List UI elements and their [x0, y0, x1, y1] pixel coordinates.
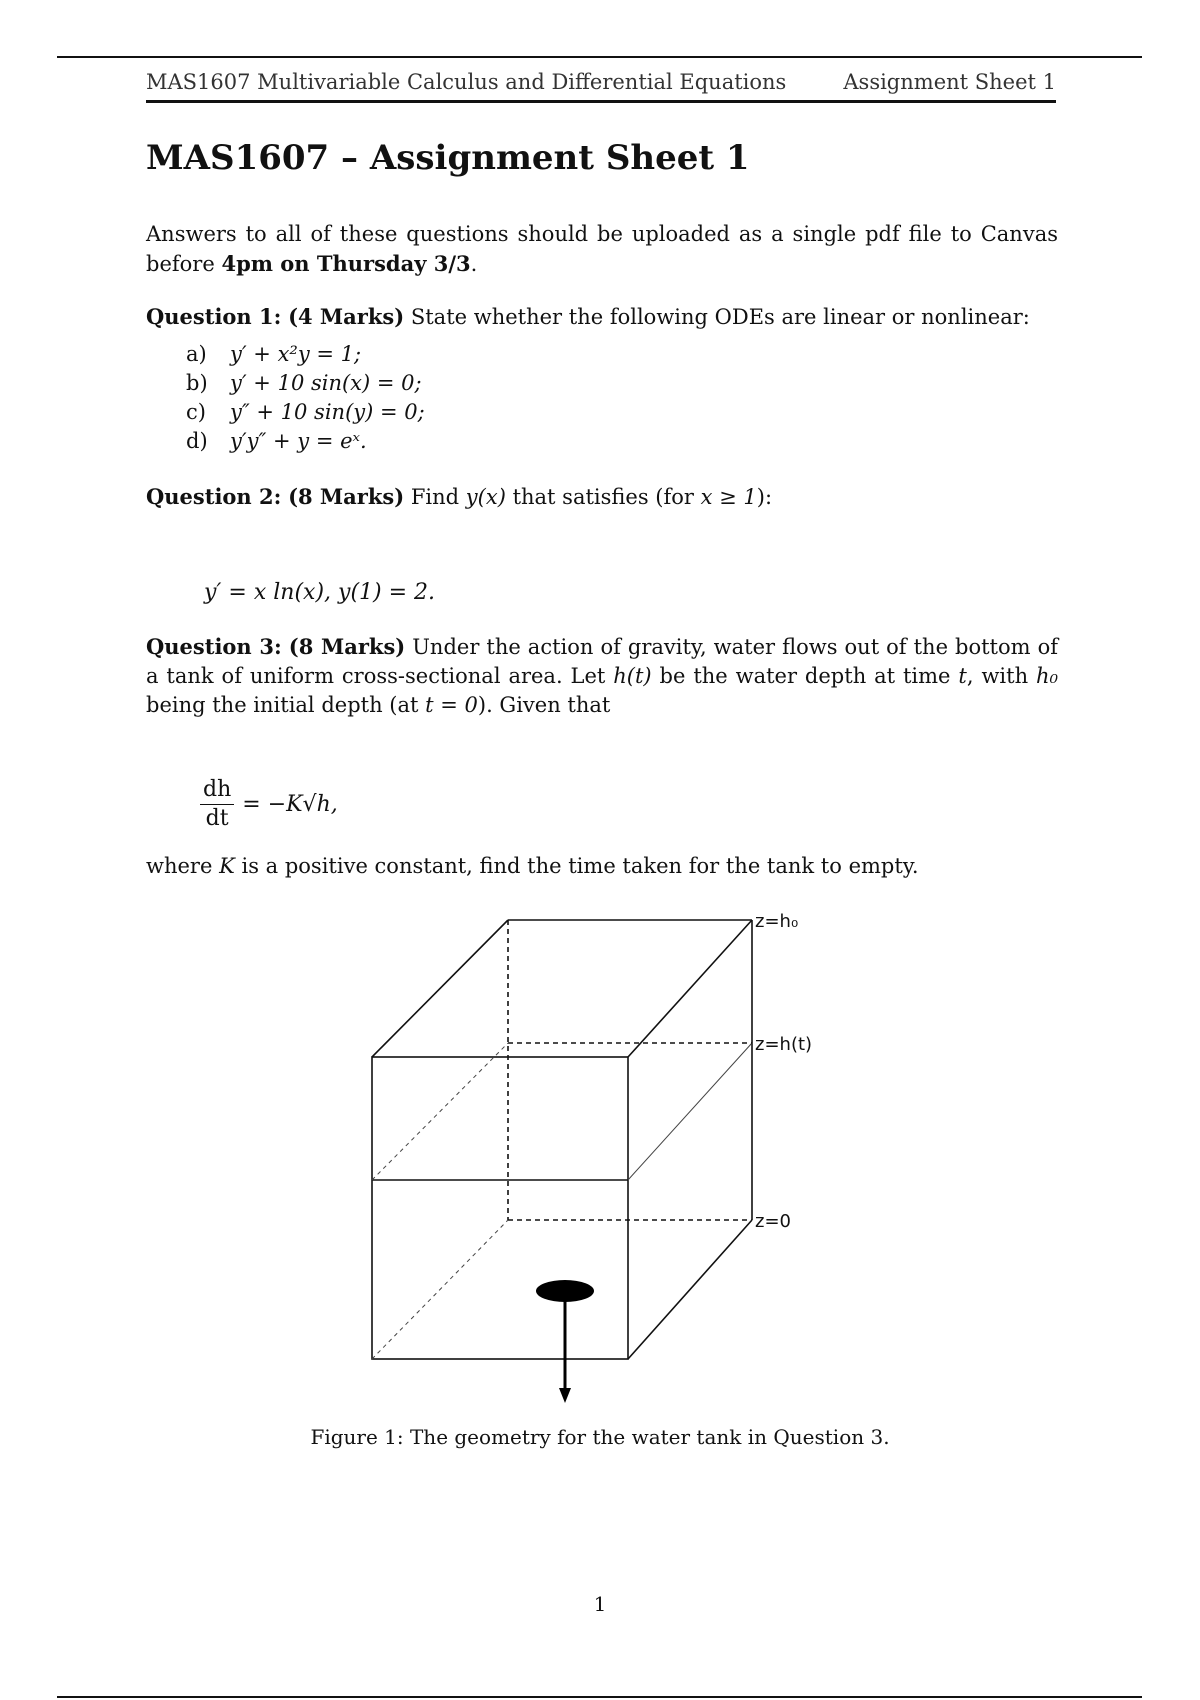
list-item	[186, 427, 425, 456]
q3-t: t	[958, 664, 967, 688]
tank-bottom-right-edge	[628, 1220, 752, 1359]
tank-front-face	[372, 1057, 628, 1359]
q2-condition: x ≥ 1	[700, 485, 757, 509]
question-1	[146, 302, 1058, 332]
q3-equation	[200, 776, 338, 833]
header-sheet-label: Assignment Sheet 1	[843, 70, 1056, 94]
fraction-numerator: dh	[200, 776, 234, 805]
q3-text-c: , with	[966, 664, 1029, 688]
q3-after-b: is a positive constant, find the time taken for the tank to empty.	[241, 854, 919, 878]
question-3	[146, 632, 1058, 720]
q2-text-before: Find	[410, 485, 460, 509]
bottom-rule	[57, 1696, 1142, 1698]
hidden-water-left-edge	[372, 1043, 508, 1180]
q3-text-d: being the initial depth (at	[146, 693, 419, 717]
q3-marks: (8 Marks)	[288, 634, 406, 659]
flow-arrow-head-icon	[559, 1388, 571, 1403]
q3-h-t: h(t)	[613, 664, 652, 688]
q2-marks: (8 Marks)	[288, 484, 405, 509]
ode-equation: y′ + 10 sin(x) = 0;	[230, 371, 422, 395]
list-item	[186, 340, 425, 369]
ode-equation: y′ + x²y = 1;	[230, 342, 362, 366]
tank-diagram	[360, 900, 840, 1410]
q2-func: y(x)	[465, 485, 506, 509]
q2-text-mid: that satisfies (for	[512, 485, 694, 509]
header-course-title: MAS1607 Multivariable Calculus and Differential Equations	[146, 70, 787, 94]
intro-end: .	[470, 252, 478, 276]
intro-text: Answers to all of these questions should be uploaded as a single pdf file to Canvas before	[146, 222, 1058, 276]
q3-after-text	[146, 852, 1058, 881]
label-z-0: z=0	[755, 1211, 791, 1232]
ode-label: a)	[186, 342, 207, 366]
label-z-ht: z=h(t)	[755, 1034, 813, 1055]
list-item	[186, 369, 425, 398]
water-level-right-edge	[628, 1043, 752, 1180]
q3-label: Question 3:	[146, 634, 282, 659]
page-title: MAS1607 – Assignment Sheet 1	[146, 138, 750, 178]
figure-caption: Figure 1: The geometry for the water tank in Question 3.	[310, 1425, 890, 1449]
q2-label: Question 2:	[146, 484, 282, 509]
ode-label: d)	[186, 429, 208, 453]
q3-h0: h₀	[1036, 664, 1058, 688]
derivative-fraction	[200, 776, 234, 833]
running-header	[146, 70, 1056, 103]
equation-rhs: = −K√h,	[242, 792, 338, 817]
ode-equation: y′y″ + y = eˣ.	[230, 429, 367, 453]
q1-label: Question 1:	[146, 304, 282, 329]
q3-K: K	[219, 854, 235, 878]
ode-equation: y″ + 10 sin(y) = 0;	[230, 400, 425, 424]
page-number: 1	[593, 1592, 607, 1616]
q3-text-a: Under the action of gravity, water flows out of the bottom of a tank of uniform cross-sectional area. Let	[146, 635, 1058, 688]
intro-paragraph	[146, 220, 1058, 279]
label-z-h0: z=h₀	[755, 911, 799, 932]
ode-list	[186, 340, 425, 456]
fraction-denominator: dt	[205, 806, 229, 831]
tank-top-right-edge	[628, 920, 752, 1057]
intro-deadline: 4pm on Thursday 3/3	[221, 251, 471, 276]
q2-equation: y′ = x ln(x), y(1) = 2.	[204, 580, 436, 605]
q1-marks: (4 Marks)	[288, 304, 405, 329]
q3-after-a: where	[146, 854, 213, 878]
hidden-bottom-left-edge	[372, 1220, 508, 1359]
list-item	[186, 398, 425, 427]
q3-t0: t = 0	[425, 693, 478, 717]
q1-text: State whether the following ODEs are linear or nonlinear:	[410, 305, 1030, 329]
q3-text-e: ). Given that	[477, 693, 611, 717]
top-rule	[57, 56, 1142, 58]
q2-text-after: ):	[756, 485, 773, 509]
tank-top-left-edge	[372, 920, 508, 1057]
question-2	[146, 482, 1058, 512]
ode-label: c)	[186, 400, 206, 424]
q3-text-b: be the water depth at time	[659, 664, 951, 688]
ode-label: b)	[186, 371, 208, 395]
